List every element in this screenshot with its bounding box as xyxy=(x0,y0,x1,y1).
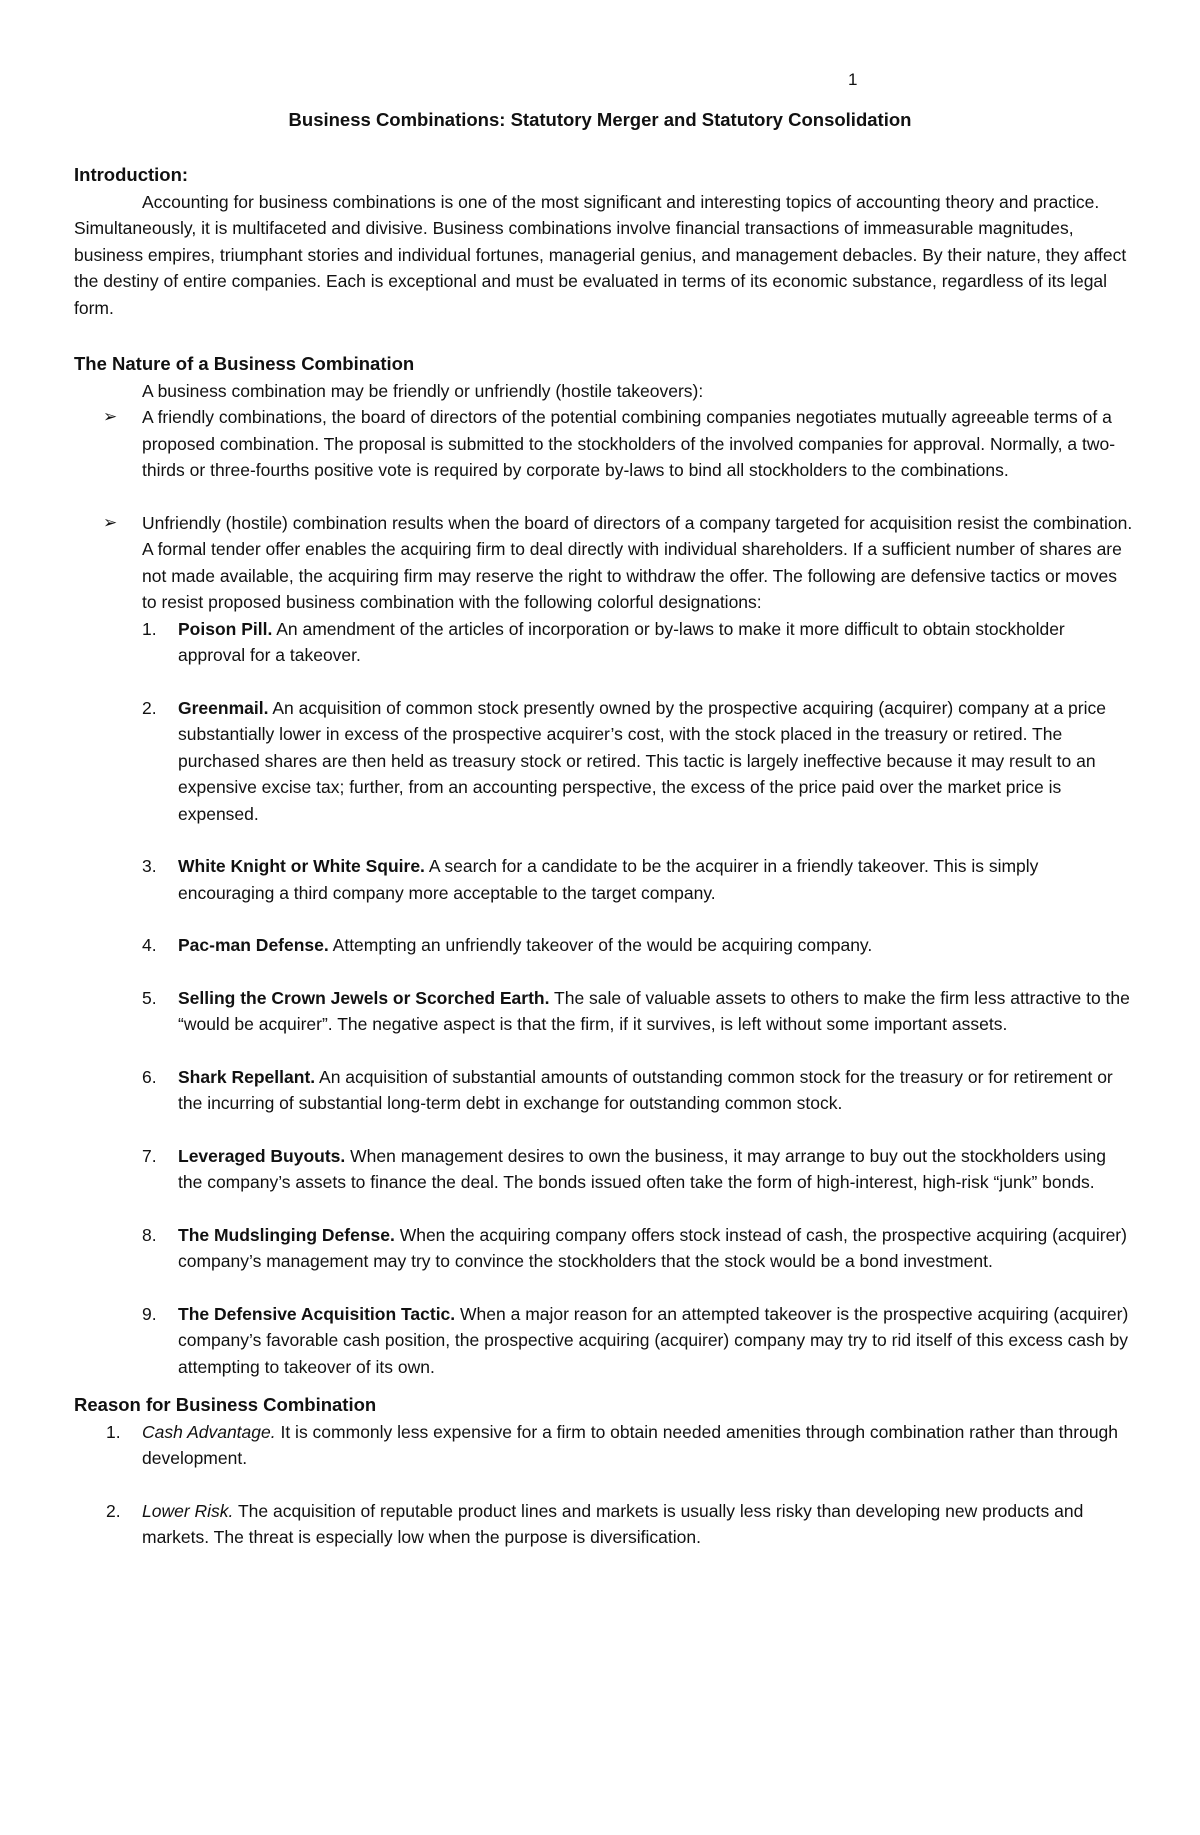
item-term: Leveraged Buyouts. xyxy=(178,1145,346,1166)
defensive-tactics-list xyxy=(74,616,1134,1381)
item-text: An amendment of the articles of incorporation or by-laws to make it more difficult to obtain stockholder approval for a takeover. xyxy=(178,618,1065,665)
item-term: Poison Pill. xyxy=(178,618,273,639)
bullet-friendly xyxy=(74,404,1134,484)
list-item xyxy=(74,1419,1134,1472)
list-item xyxy=(74,695,1134,828)
item-number: 2. xyxy=(142,697,157,718)
item-number: 2. xyxy=(106,1500,121,1521)
item-number: 1. xyxy=(106,1421,121,1442)
item-term: Selling the Crown Jewels or Scorched Earth. xyxy=(178,987,550,1008)
item-text: A search for a candidate to be the acquirer in a friendly takeover. This is simply encouraging a third company more acceptable to the target company. xyxy=(178,856,1039,903)
item-text: When management desires to own the business, it may arrange to buy out the stockholders using the company’s assets to finance the deal. The bonds issued often take the form of high-interest, high-risk “junk” bonds. xyxy=(178,1145,1106,1192)
item-term: Cash Advantage. xyxy=(142,1421,276,1442)
item-text: When the acquiring company offers stock instead of cash, the prospective acquiring (acquirer) company’s management may try to convince the stockholders that the stock would be a bond investment. xyxy=(178,1224,1127,1271)
item-text: An acquisition of substantial amounts of outstanding common stock for the treasury or for retirement or the incurring of substantial long-term debt in exchange for outstanding common stock. xyxy=(178,1066,1113,1113)
friendly-combination-text: A friendly combinations, the board of directors of the potential combining companies negotiates mutually agreeable terms of a proposed combination. The proposal is submitted to the stockholders of the involved companies for approval. Normally, a two-thirds or three-fourths positive vote is required by corporate by-laws to bind all stockholders to the combinations. xyxy=(142,407,1116,480)
list-item xyxy=(74,1301,1134,1381)
list-item xyxy=(74,1498,1134,1551)
item-text: An acquisition of common stock presently owned by the prospective acquiring (acquirer) company at a price substantially lower in excess of the prospective acquirer’s cost, with the stock placed in the treasury or retired. The purchased shares are then held as treasury stock or retired. This tactic is largely ineffective because it may result to an expensive excise tax; further, from an accounting perspective, the excess of the price paid over the market price is expensed. xyxy=(178,697,1106,824)
document-title: Business Combinations: Statutory Merger and Statutory Consolidation xyxy=(288,109,912,130)
item-number: 7. xyxy=(142,1145,157,1166)
unfriendly-combination-text: Unfriendly (hostile) combination results when the board of directors of a company targeted for acquisition resist the combination. A formal tender offer enables the acquiring firm to deal directly with individual shareholders. If a sufficient number of shares are not made available, the acquiring firm may reserve the right to withdraw the offer. The following are defensive tactics or moves to resist proposed business combination with the following colorful designations: xyxy=(142,512,1133,612)
item-term: Greenmail. xyxy=(178,697,269,718)
item-text: Attempting an unfriendly takeover of the would be acquiring company. xyxy=(328,935,873,955)
reasons-heading: Reason for Business Combination xyxy=(74,1394,377,1415)
item-number: 6. xyxy=(142,1066,157,1087)
introduction-paragraph: Accounting for business combinations is one of the most significant and interesting topics of accounting theory and practice. Simultaneously, it is multifaceted and divisive. Business combinations involve financial transactions of immeasurable magnitudes, business empires, triumphant stories and individual fortunes, managerial genius, and management debacles. By their nature, they affect the destiny of entire companies. Each is exceptional and must be evaluated in terms of its economic substance, regardless of its legal form. xyxy=(74,191,1127,318)
item-number: 9. xyxy=(142,1303,157,1324)
item-text: It is commonly less expensive for a firm to obtain needed amenities through combination rather than through development. xyxy=(142,1421,1119,1468)
item-number: 3. xyxy=(142,856,157,876)
list-item xyxy=(74,985,1134,1038)
bullet-unfriendly xyxy=(74,510,1134,616)
item-text: The acquisition of reputable product lines and markets is usually less risky than developing new products and markets. The threat is especially low when the purpose is diversification. xyxy=(142,1500,1084,1547)
document-body xyxy=(74,162,1134,1551)
page-number: 1 xyxy=(848,70,858,89)
item-number: 1. xyxy=(142,618,157,639)
item-text: The sale of valuable assets to others to make the firm less attractive to the “would be acquirer”. The negative aspect is that the firm, if it survives, is left without some important assets. xyxy=(178,987,1130,1034)
nature-heading: The Nature of a Business Combination xyxy=(74,353,415,374)
item-term: Lower Risk. xyxy=(142,1500,234,1521)
arrow-bullet-icon: ➢ xyxy=(103,407,118,426)
list-item xyxy=(74,1064,1134,1117)
item-term: The Mudslinging Defense. xyxy=(178,1224,395,1245)
item-number: 4. xyxy=(142,935,157,955)
list-item xyxy=(74,932,1134,959)
list-item xyxy=(74,1143,1134,1196)
arrow-bullet-icon: ➢ xyxy=(103,512,118,532)
item-text: When a major reason for an attempted takeover is the prospective acquiring (acquirer) company’s favorable cash position, the prospective acquiring (acquirer) company may try to rid itself of this excess cash by attempting to takeover of its own. xyxy=(178,1303,1129,1377)
item-number: 8. xyxy=(142,1224,157,1245)
item-term: White Knight or White Squire. xyxy=(178,856,425,876)
item-number: 5. xyxy=(142,987,157,1008)
nature-lead: A business combination may be friendly or unfriendly (hostile takeovers): xyxy=(142,380,704,401)
list-item xyxy=(74,853,1134,906)
reasons-list xyxy=(74,1419,1134,1551)
introduction-heading: Introduction: xyxy=(74,164,189,185)
list-item xyxy=(74,1222,1134,1275)
list-item xyxy=(74,616,1134,669)
item-term: Shark Repellant. xyxy=(178,1066,316,1087)
item-term: Pac-man Defense. xyxy=(178,935,329,955)
item-term: The Defensive Acquisition Tactic. xyxy=(178,1303,456,1324)
